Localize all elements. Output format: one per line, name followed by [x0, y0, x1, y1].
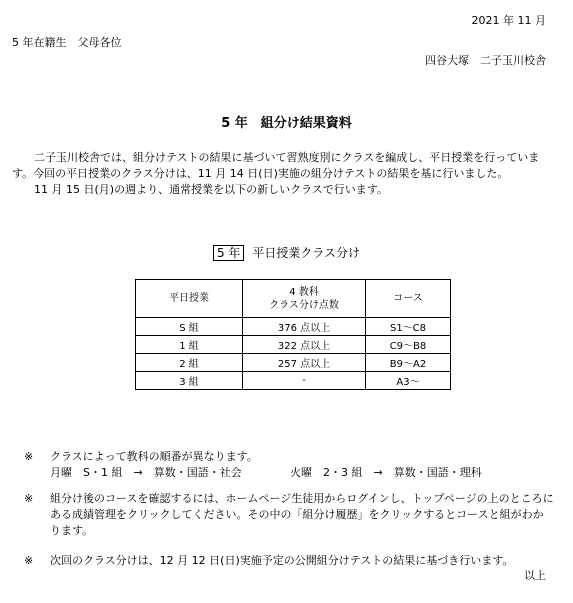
note-next-test [24, 553, 554, 569]
table-header-row [136, 280, 451, 318]
note-1-line-2 [50, 465, 554, 481]
table-row [136, 354, 451, 372]
cell-score: 322 点以上 [243, 336, 366, 354]
header-score-line1: 4 教科 [289, 286, 319, 298]
recipient-line: 5 年在籍生 父母各位 [12, 36, 122, 49]
table-row [136, 372, 451, 390]
cell-class: 1 組 [136, 336, 243, 354]
note-1-monday: 月曜 S・1 組 → 算数・国語・社会 [50, 466, 242, 479]
cell-score: 257 点以上 [243, 354, 366, 372]
note-course-check [24, 491, 554, 539]
cell-course: C9～B8 [366, 336, 451, 354]
cell-course: S1～C8 [366, 318, 451, 336]
body-paragraph-1: 二子玉川校舎では、組分けテストの結果に基づいて習熟度別にクラスを編成し、平日授業を行っています。今回の平日授業のクラス分けは、11 月 14 日(日)実施の組分けテストの結果を基に行いました。 [12, 151, 540, 180]
cell-class: 2 組 [136, 354, 243, 372]
cell-course: B9～A2 [366, 354, 451, 372]
header-score-line2: クラス分け点数 [269, 299, 339, 311]
note-1-line-1: クラスによって教科の順番が異なります。 [50, 450, 258, 463]
document-date: 2021 年 11 月 [471, 14, 546, 27]
document-title: 5 年 組分け結果資料 [221, 116, 352, 131]
note-1-tuesday: 火曜 2・3 組 → 算数・国語・理科 [290, 466, 482, 479]
body-text [12, 150, 552, 198]
table-row [136, 318, 451, 336]
class-table [135, 279, 451, 390]
cell-class: 3 組 [136, 372, 243, 390]
sender-line: 四谷大塚 二子玉川校舎 [425, 54, 546, 67]
note-mark: ※ [24, 492, 34, 505]
note-3-text: 次回のクラス分けは、12 月 12 日(日)実施予定の公開組分けテストの結果に基づき行います。 [50, 554, 514, 567]
cell-class: S 組 [136, 318, 243, 336]
header-score [243, 280, 366, 318]
table-row [136, 336, 451, 354]
note-mark: ※ [24, 450, 34, 463]
closing-word: 以上 [524, 569, 546, 582]
body-paragraph-2: 11 月 15 日(月)の週より、通常授業を以下の新しいクラスで行います。 [34, 183, 388, 196]
section-title-text: 平日授業クラス分け [252, 246, 361, 260]
header-course: コース [366, 280, 451, 318]
note-subject-order [24, 449, 554, 481]
cell-course: A3～ [366, 372, 451, 390]
section-heading [0, 244, 573, 261]
grade-box: 5 年 [213, 245, 244, 261]
note-mark: ※ [24, 554, 34, 567]
note-2-text: 組分け後のコースを確認するには、ホームページ生徒用からログインし、トップページの上のところにある成績管理をクリックしてください。その中の「組分け履歴」をクリックするとコースと組がわかります。 [50, 492, 554, 537]
header-weekday-class: 平日授業 [136, 280, 243, 318]
cell-score: 376 点以上 [243, 318, 366, 336]
cell-score: - [243, 372, 366, 390]
